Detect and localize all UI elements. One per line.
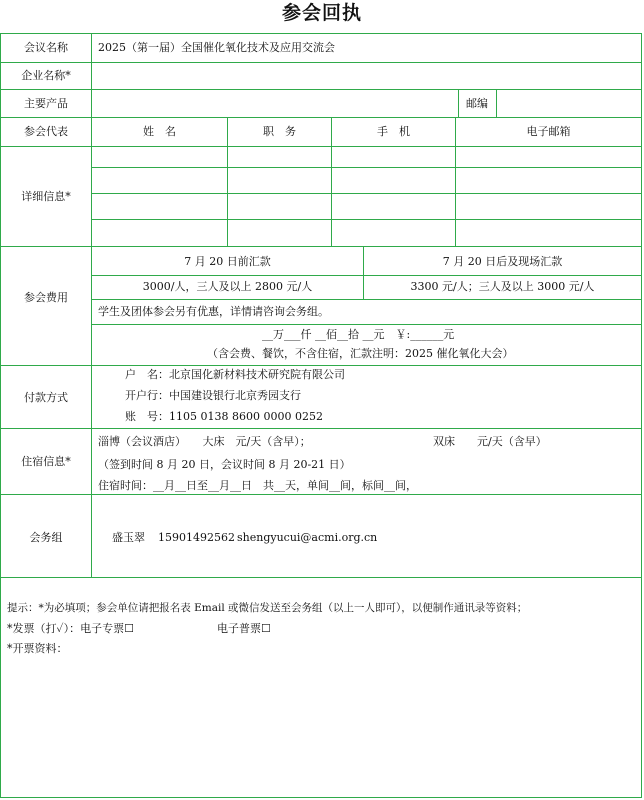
accommodation-hotel-line[interactable]: 淄博（会议酒店） 大床 元/天（含早）； xyxy=(98,435,311,448)
row-divider xyxy=(1,365,641,366)
column-name: 姓 名 xyxy=(143,125,176,138)
column-position: 职 务 xyxy=(263,125,296,138)
fee-discount-note: 学生及团体参会另有优惠，详情请咨询会务组。 xyxy=(98,305,329,318)
label-affairs-group: 会务组 xyxy=(29,531,63,544)
fee-after-price: 3300 元/人；三人及以上 3000 元/人 xyxy=(410,280,595,293)
row-divider xyxy=(92,193,641,194)
meeting-name-value: 2025（第一届）全国催化氧化技术及应用交流会 xyxy=(98,41,335,54)
row-divider xyxy=(1,117,641,118)
notes-invoice-normal[interactable]: 电子普票☐ xyxy=(217,622,271,635)
column-phone: 手 机 xyxy=(377,125,410,138)
label-accommodation: 住宿信息* xyxy=(21,455,71,468)
label-postcode: 邮编 xyxy=(466,97,488,110)
payment-account-name: 户 名：北京国化新材料技术研究院有限公司 xyxy=(125,368,345,381)
company-name-input[interactable] xyxy=(92,63,641,89)
fee-before-header: 7 月 20 日前汇款 xyxy=(184,255,271,268)
page-title: 参会回执 xyxy=(281,2,362,24)
fee-amount-note: （含会费、餐饮，不含住宿，汇款注明：2025 催化氧化大会） xyxy=(207,347,514,360)
label-representatives: 参会代表 xyxy=(24,125,68,138)
affairs-contact-phone: 15901492562 xyxy=(158,531,235,544)
label-meeting-name: 会议名称 xyxy=(24,41,68,54)
row-divider xyxy=(1,146,641,147)
row-divider xyxy=(92,324,641,325)
row-divider xyxy=(92,275,641,276)
row-divider xyxy=(92,299,641,300)
row-divider xyxy=(92,219,641,220)
postcode-input[interactable] xyxy=(497,90,641,117)
notes-tip: 提示：*为必填项；参会单位请把报名表 Email 或微信发送至会务组（以上一人即可），以便制作通讯录等资料； xyxy=(7,602,528,614)
label-details: 详细信息* xyxy=(21,190,71,203)
fee-after-header: 7 月 20 日后及现场汇款 xyxy=(442,255,563,268)
row-divider xyxy=(1,246,641,247)
label-main-products: 主要产品 xyxy=(24,97,68,110)
column-email: 电子邮箱 xyxy=(526,125,571,138)
row-divider xyxy=(92,167,641,168)
label-payment: 付款方式 xyxy=(24,391,68,404)
row-divider xyxy=(1,428,641,429)
registration-form xyxy=(0,33,642,798)
row-divider xyxy=(1,494,641,495)
row-divider xyxy=(1,577,641,578)
fee-amount-line[interactable]: __万___仟 __佰__拾 __元 ￥:______元 xyxy=(262,328,455,341)
notes-invoice-info: *开票资料： xyxy=(7,642,68,655)
payment-bank: 开户行：中国建设银行北京秀园支行 xyxy=(125,389,301,402)
label-company-name: 企业名称* xyxy=(21,69,71,82)
affairs-contact-name: 盛玉翠 xyxy=(112,531,145,544)
notes-invoice-special[interactable]: *发票（打✓）：电子专票☐ xyxy=(7,622,134,635)
accommodation-double-room[interactable]: 双床 元/天（含早） xyxy=(433,435,547,448)
fee-before-price: 3000/人，三人及以上 2800 元/人 xyxy=(142,280,313,293)
payment-account-number: 账 号：1105 0138 8600 0000 0252 xyxy=(125,410,323,423)
accommodation-stay-line[interactable]: 住宿时间：__月__日至__月__日 共__天，单间__间，标间__间， xyxy=(98,479,417,492)
main-products-input[interactable] xyxy=(92,90,458,117)
label-fee: 参会费用 xyxy=(24,291,68,304)
accommodation-checkin-note: （签到时间 8 月 20 日，会议时间 8 月 20-21 日） xyxy=(98,458,351,471)
affairs-contact-email[interactable]: shengyucui@acmi.org.cn xyxy=(237,531,378,544)
